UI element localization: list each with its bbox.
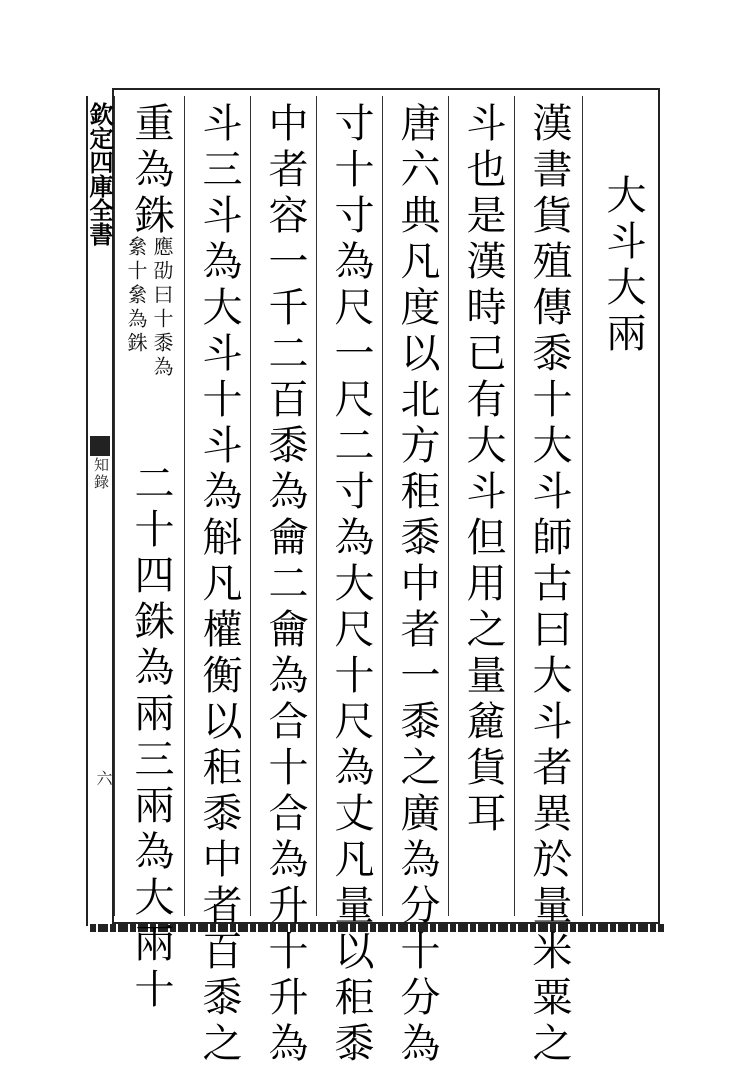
page-number: 六 [94,770,113,786]
bottom-border-ornament [90,924,664,932]
column-tail-text: 二十四銖為兩三兩為大兩十 [128,462,174,1014]
column-text: 斗三斗為大斗十斗為斛凡權衡以秬黍中者百黍之 [196,102,242,1068]
text-column-4 [316,96,383,1068]
text-column-7 [114,96,185,1014]
text-column-5 [250,96,317,1068]
page-edge-column [86,96,112,926]
text-column-6 [184,96,251,1068]
annotation-left: 絫十絫為銖 [124,236,148,356]
annotation-right: 應劭曰十黍為 [150,236,174,380]
column-text: 斗也是漢時已有大斗但用之量麄貨耳 [460,102,506,838]
column-head-text: 重為銖 [128,102,174,240]
column-text: 寸十寸為尺一尺二寸為大尺十尺為丈凡量以秬黍 [328,102,374,1068]
column-text: 漢書貨殖傳黍十大斗師古曰大斗者異於量米粟之 [526,102,572,1068]
column-title [582,96,661,916]
column-text: 唐六典凡度以北方秬黍中者一黍之廣為分十分為 [394,102,440,1068]
book-name: 日知錄 [92,440,110,491]
column-text: 中者容一千二百黍為龠二龠為合十合為升十升為 [262,102,308,1068]
text-column-2 [448,96,515,916]
text-column-3 [382,96,449,1068]
library-title: 欽定四庫全書 [85,102,114,246]
text-column-1 [514,96,583,1068]
section-title: 大斗大兩 [600,174,646,358]
